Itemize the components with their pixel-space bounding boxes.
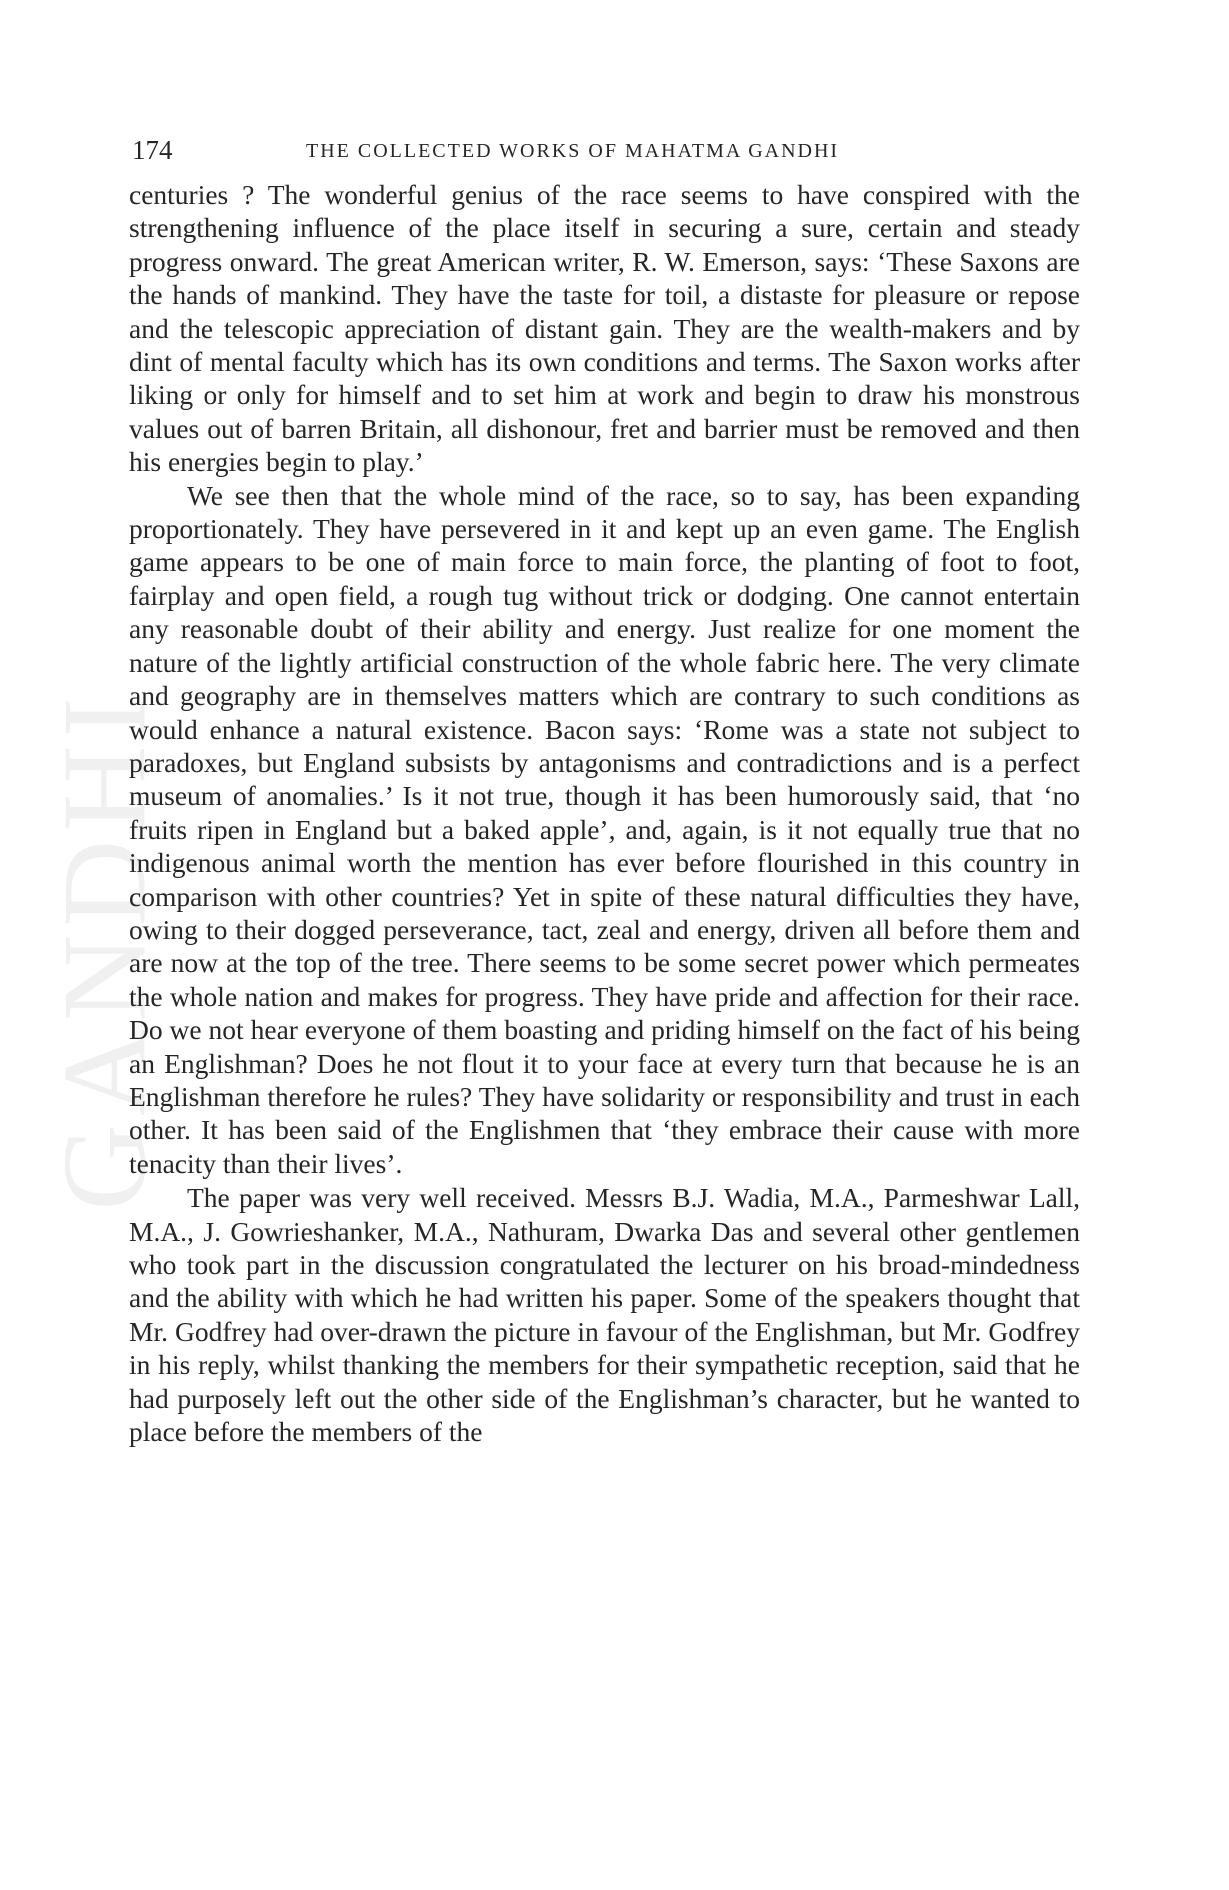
paragraph-continuation: centuries ? The wonderful genius of the race seems to have conspired with the strengthening influence of the place itself in securing a sure, certain and steady progress onward. The great American writer, R. W. Emerson, says: ‘These Saxons are the hands of mankind. They have the taste for toil, a distaste for pleasure or repose and the telescopic appreciation of distant gain. They are the wealth-makers and by dint of mental faculty which has its own conditions and terms. The Saxon works after liking or only for himself and to set him at work and begin to draw his monstrous values out of barren Britain, all dishonour, fret and barrier must be removed and then his energies begin to play.’ (129, 179, 1080, 478)
watermark-text: GANDHI (38, 689, 172, 1211)
paragraph: We see then that the whole mind of the race, so to say, has been expanding proportionately. They have persevered in it and kept up an even game. The English game appears to be one of main force to main force, the planting of foot to foot, fairplay and open field, a rough tug without trick or dodging. One cannot entertain any reasonable doubt of their ability and energy. Just realize for one moment the nature of the lightly artificial construction of the whole fabric here. The very climate and geography are in themselves matters which are contrary to such conditions as would enhance a natural existence. Bacon says: ‘Rome was a state not subject to paradoxes, but England subsists by antagonisms and contradictions and is a perfect museum of anomalies.’ Is it not true, though it has been humorously said, that ‘no fruits ripen in England but a baked apple’, and, again, is it not equally true that no indigenous animal worth the mention has ever before flourished in this country in comparison with other countries? Yet in spite of these natural difficulties they have, owing to their dogged perseverance, tact, zeal and energy, driven all before them and are now at the top of the tree. There seems to be some secret power which permeates the whole nation and makes for progress. They have pride and affection for their race. Do we not hear everyone of them boasting and priding himself on the fact of his being an Englishman? Does he not flout it to your face at every turn that because he is an Englishman therefore he rules? They have solidarity or responsibility and trust in each other. It has been said of the Englishmen that ‘they embrace their cause with more tenacity than their lives’. (129, 479, 1080, 1179)
body-text (129, 178, 1080, 1448)
running-head (132, 133, 1080, 167)
running-title: THE COLLECTED WORKS OF MAHATMA GANDHI (306, 140, 840, 162)
paragraph: The paper was very well received. Messrs B.J. Wadia, M.A., Parmeshwar Lall, M.A., J. Gowrieshanker, M.A., Nathuram, Dwarka Das and several other gentlemen who took part in the discussion congratulated the lecturer on his broad-mindedness and the ability with which he had written his paper. Some of the speakers thought that Mr. Godfrey had over-drawn the picture in favour of the Englishman, but Mr. Godfrey in his reply, whilst thanking the members for their sympathetic reception, said that he had purposely left out the other side of the Englishman’s character, but he wanted to place before the members of the (129, 1182, 1080, 1448)
page-number: 174 (132, 135, 173, 165)
